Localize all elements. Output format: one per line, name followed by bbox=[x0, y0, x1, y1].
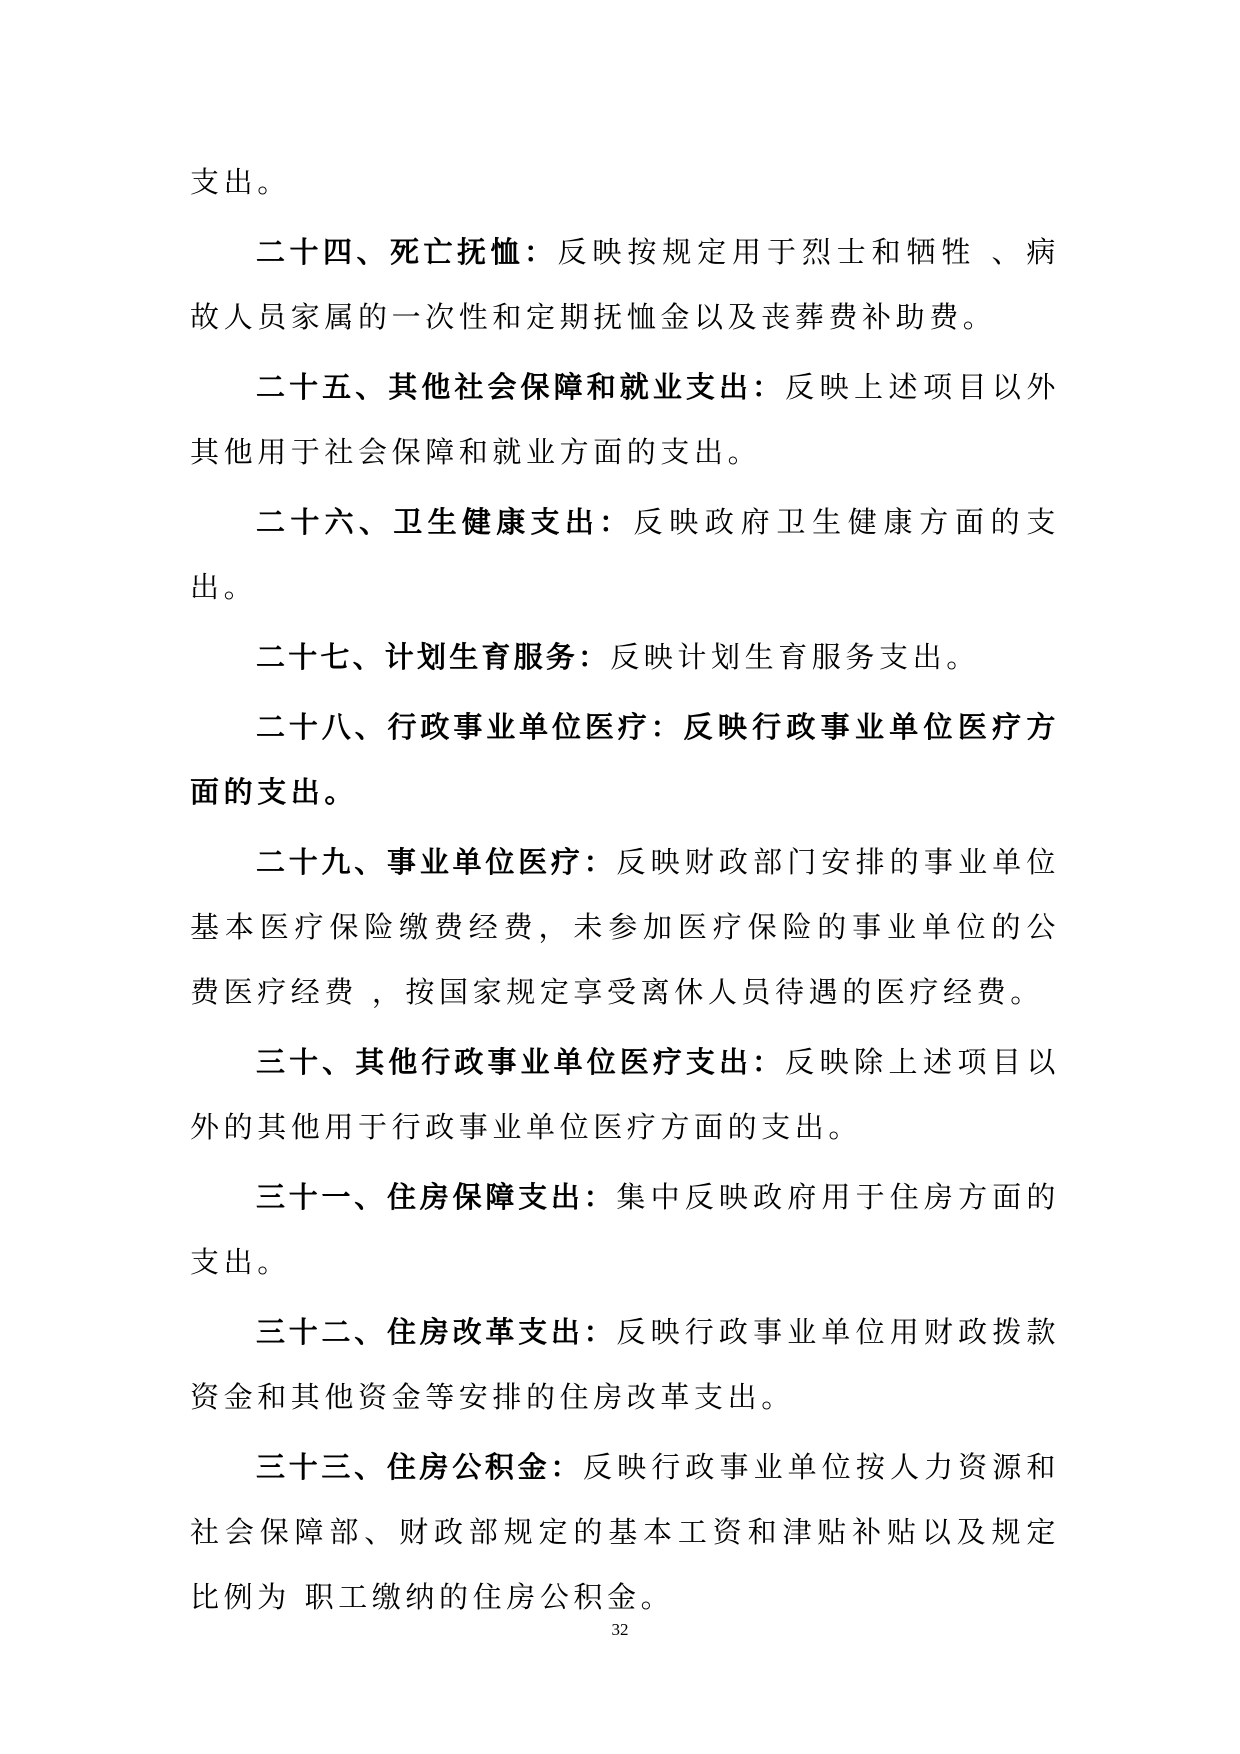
paragraph-text: 反映按规定用于烈士和牺牲 、病故人员家属的一次性和定期抚恤金以及丧葬费补助费。 bbox=[190, 235, 1060, 334]
paragraph-item-33 bbox=[190, 1435, 1060, 1630]
paragraph-continuation bbox=[190, 150, 1060, 215]
page-number: 32 bbox=[611, 1620, 629, 1639]
paragraph-term: 二十六、卫生健康支出： bbox=[256, 505, 634, 539]
paragraph-item-31 bbox=[190, 1165, 1060, 1295]
paragraph-term: 二十九、事业单位医疗： bbox=[256, 845, 617, 879]
paragraph-item-28 bbox=[190, 695, 1060, 825]
paragraph-item-29 bbox=[190, 830, 1060, 1025]
paragraph-text: 反映上述项目以外其他用于社会保障和就业方面的支出。 bbox=[190, 370, 1060, 469]
paragraph-term: 二十四、死亡抚恤： bbox=[256, 235, 558, 269]
paragraph-term: 三十、其他行政事业单位医疗支出： bbox=[256, 1045, 786, 1079]
paragraph-term: 二十七、计划生育服务： bbox=[256, 640, 611, 674]
paragraph-term: 三十三、住房公积金： bbox=[256, 1450, 584, 1484]
paragraph-text: 支出。 bbox=[190, 165, 291, 199]
paragraph-text: 反映政府卫生健康方面的支出。 bbox=[190, 505, 1060, 604]
paragraph-item-26 bbox=[190, 490, 1060, 620]
paragraph-item-25 bbox=[190, 355, 1060, 485]
paragraph-text: 集中反映政府用于住房方面的支出。 bbox=[190, 1180, 1060, 1279]
paragraph-text: 反映计划生育服务支出。 bbox=[610, 640, 980, 674]
paragraph-term: 三十二、住房改革支出： bbox=[256, 1315, 617, 1349]
paragraph-text: 反映财政部门安排的事业单位基本医疗保险缴费经费，未参加医疗保险的事业单位的公费医疗经费 ，按国家规定享受离休人员待遇的医疗经费。 bbox=[190, 845, 1060, 1009]
paragraph-text: 反映行政事业单位用财政拨款资金和其他资金等安排的住房改革支出。 bbox=[190, 1315, 1060, 1414]
paragraph-term: 三十一、住房保障支出： bbox=[256, 1180, 617, 1214]
paragraph-item-32 bbox=[190, 1300, 1060, 1430]
paragraph-item-30 bbox=[190, 1030, 1060, 1160]
paragraph-text: 反映行政事业单位按人力资源和社会保障部、财政部规定的基本工资和津贴补贴以及规定比例为 职工缴纳的住房公积金。 bbox=[190, 1450, 1060, 1614]
document-body bbox=[190, 150, 1060, 1635]
paragraph-term: 二十五、其他社会保障和就业支出： bbox=[256, 370, 786, 404]
paragraph-term: 二十八、行政事业单位医疗： bbox=[256, 710, 684, 744]
paragraph-item-24 bbox=[190, 220, 1060, 350]
paragraph-text: 反映行政事业单位医疗方面的支出。 bbox=[190, 710, 1060, 809]
paragraph-text: 反映除上述项目以外的其他用于行政事业单位医疗方面的支出。 bbox=[190, 1045, 1060, 1144]
paragraph-item-27 bbox=[190, 625, 1060, 690]
